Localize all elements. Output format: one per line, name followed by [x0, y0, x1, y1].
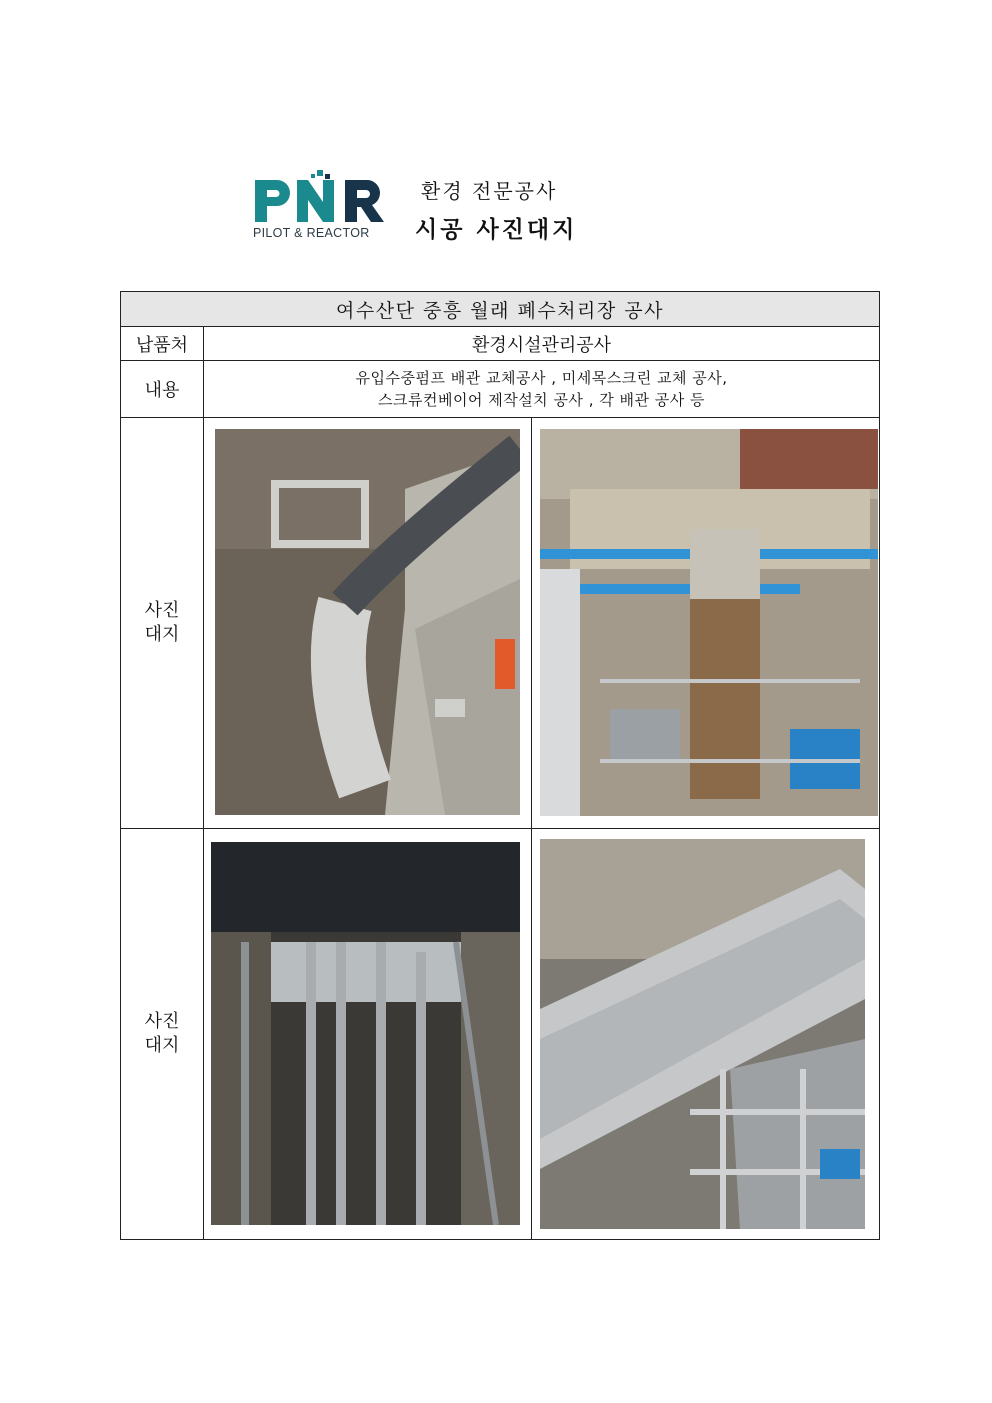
content-label: 내용: [121, 361, 204, 418]
photo-cell: [204, 418, 532, 829]
photo-fine-screen: [540, 429, 878, 816]
page-title: 시공 사진대지: [415, 217, 578, 243]
photo-row-label: 사진 대지: [121, 418, 204, 829]
photo-screw-conveyor: [540, 839, 865, 1229]
photo-pit-pipes: [211, 842, 520, 1225]
project-title: 여수산단 중흥 월래 폐수처리장 공사: [121, 292, 880, 327]
construction-photo-sheet: [120, 291, 880, 1240]
photo-cell: [532, 418, 880, 829]
logo-subtext: PILOT & REACTOR: [253, 226, 370, 240]
content-line: 유입수중펌프 배관 교체공사 , 미세목스크린 교체 공사,: [355, 369, 728, 387]
header-subtitle: 환경 전문공사: [421, 179, 558, 203]
photo-cell: [204, 829, 532, 1240]
client-value: 환경시설관리공사: [204, 327, 880, 361]
photo-pump-pipe: [215, 429, 520, 815]
photo-row-label: 사진 대지: [121, 829, 204, 1240]
client-label: 납품처: [121, 327, 204, 361]
content-line: 스크류컨베이어 제작설치 공사 , 각 배관 공사 등: [378, 391, 705, 409]
content-value: [204, 361, 880, 418]
photo-cell: [532, 829, 880, 1240]
